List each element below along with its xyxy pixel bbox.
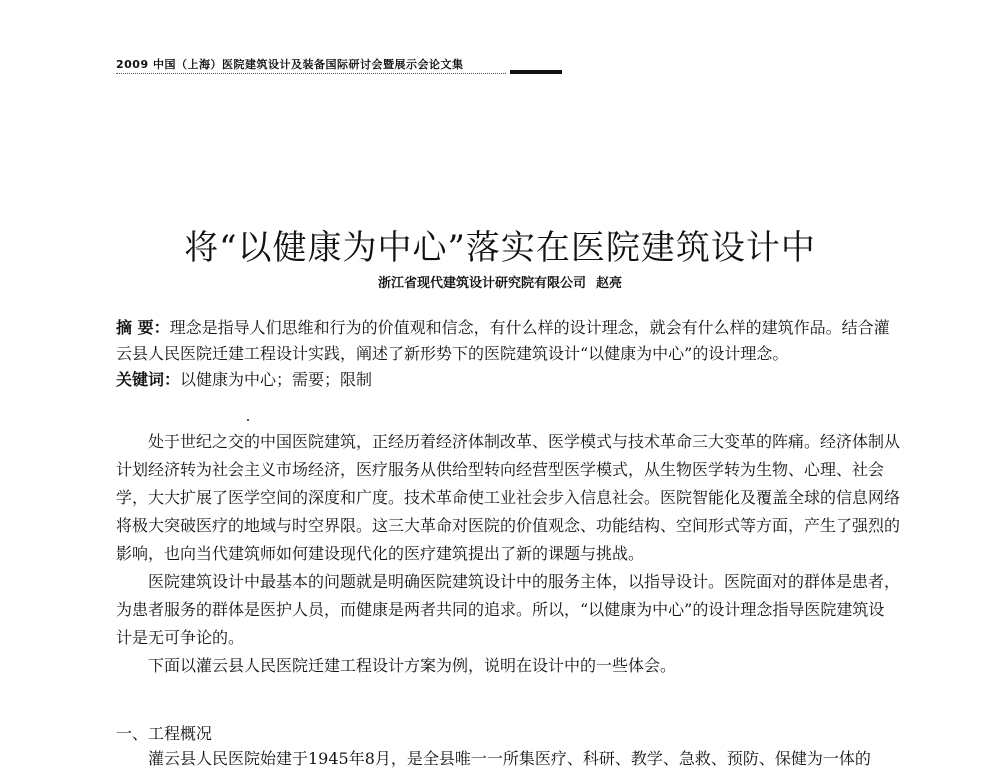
affiliation: 浙江省现代建筑设计研究院有限公司 — [377, 276, 586, 291]
paragraph-2: 医院建筑设计中最基本的问题就是明确医院建筑设计中的服务主体，以指导设计。医院面对的群体是患者，为患者服务的群体是医护人员，而健康是两者共同的追求。所以，“以健康为中心”的设计理念指导医院建筑设计是无可争论的。 — [116, 572, 901, 647]
abstract-text: 理念是指导人们思维和行为的价值观和信念，有什么样的设计理念，就会有什么样的建筑作品。结合灌云县人民医院迁建工程设计实践，阐述了新形势下的医院建筑设计“以健康为中心”的设计理念。 — [116, 318, 890, 363]
keywords-label: 关键词： — [116, 370, 181, 389]
keywords — [116, 367, 900, 393]
header-rule — [116, 73, 506, 74]
paragraph-1: 处于世纪之交的中国医院建筑，正经历着经济体制改革、医学模式与技术革命三大变革的阵痛。经济体制从计划经济转为社会主义市场经济，医疗服务从供给型转向经营型医学模式，从生物医学转为生物、心理、社会学，大大扩展了医学空间的深度和广度。技术革命使工业社会步入信息社会。医院智能化及覆盖全球的信息网络将极大突破医疗的地域与时空界限。这三大革命对医院的价值观念、功能结构、空间形式等方面，产生了强烈的影响，也向当代建筑师如何建设现代化的医疗建筑提出了新的课题与挑战。 — [116, 432, 901, 563]
abstract-label: 摘 要： — [116, 318, 170, 337]
body-text — [116, 428, 900, 680]
paper-title: 将“以健康为中心”落实在医院建筑设计中 — [184, 227, 816, 268]
byline — [0, 272, 1000, 291]
section-1-first-line: 灌云县人民医院始建于1945年8月，是全县唯一一所集医疗、科研、教学、急救、预防、保健为一体的 — [148, 749, 871, 768]
scan-speck — [247, 419, 249, 421]
paragraph-3: 下面以灌云县人民医院迁建工程设计方案为例，说明在设计中的一些体会。 — [148, 656, 677, 675]
keywords-text: 以健康为中心；需要；限制 — [180, 370, 373, 389]
abstract-block — [116, 315, 900, 393]
author: 赵亮 — [596, 276, 623, 291]
header-bar — [510, 70, 562, 74]
section-heading: 一、工程概况 — [116, 724, 213, 743]
abstract — [116, 315, 900, 367]
running-header: 2009 中国（上海）医院建筑设计及装备国际研讨会暨展示会论文集 — [116, 58, 464, 71]
